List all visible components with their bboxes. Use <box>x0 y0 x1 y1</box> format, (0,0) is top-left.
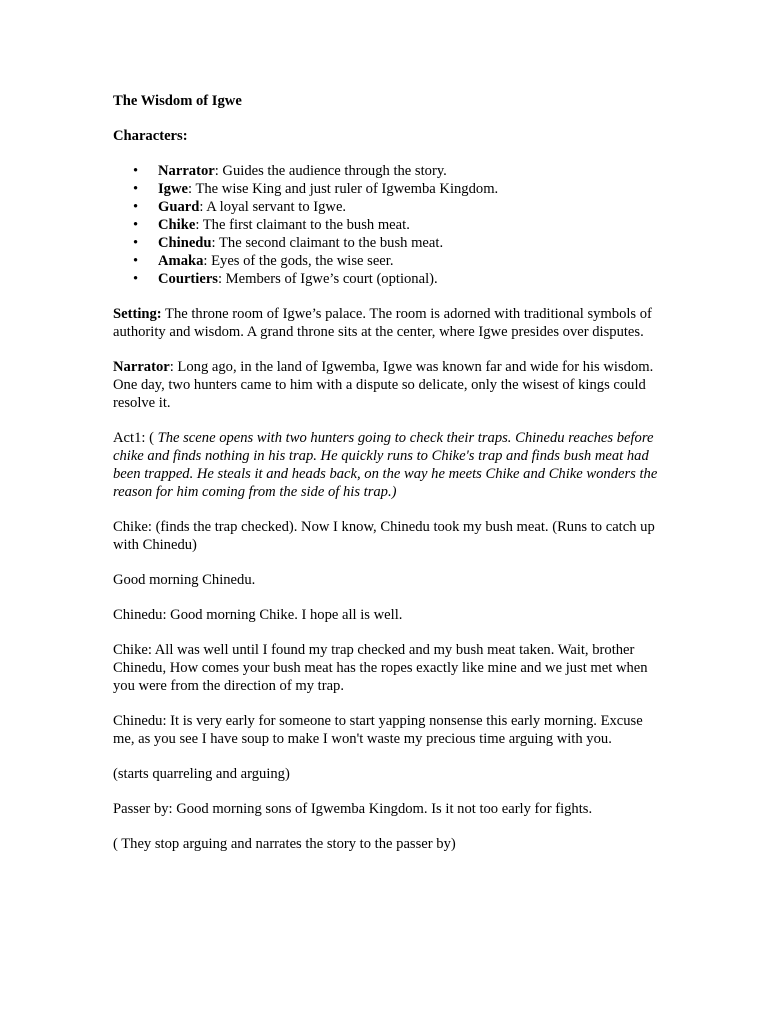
character-name: Chinedu <box>158 235 212 251</box>
dialogue-line: Chike: All was well until I found my trap checked and my bush meat taken. Wait, brother Chinedu, How comes your bush meat has the ropes exactly like mine and we just met when you were from the direction of my trap. <box>113 642 648 694</box>
dialogue-line: Chinedu: It is very early for someone to start yapping nonsense this early morning. Excuse me, as you see I have soup to make I won't waste my precious time arguing with you. <box>113 713 643 747</box>
document-title: The Wisdom of Igwe <box>113 93 242 109</box>
bullet-icon: • <box>133 271 139 287</box>
character-desc: : Members of Igwe’s court (optional). <box>217 271 438 287</box>
act1-paragraph <box>113 429 661 501</box>
act1-prefix: Act1: ( <box>113 430 158 446</box>
character-desc: : Eyes of the gods, the wise seer. <box>203 253 394 269</box>
character-name: Chike <box>158 217 196 233</box>
setting-paragraph <box>113 305 661 341</box>
bullet-icon: • <box>133 253 139 269</box>
character-item <box>113 234 661 252</box>
bullet-icon: • <box>133 235 139 251</box>
dialogue-line: Chike: (finds the trap checked). Now I know, Chinedu took my bush meat. (Runs to catch up with Chinedu) <box>113 519 655 553</box>
setting-text: The throne room of Igwe’s palace. The room is adorned with traditional symbols of authority and wisdom. A grand throne sits at the center, where Igwe presides over disputes. <box>113 306 652 340</box>
character-name: Igwe <box>158 181 188 197</box>
character-name: Guard <box>158 199 200 215</box>
bullet-icon: • <box>133 199 139 215</box>
narrator-text: : Long ago, in the land of Igwemba, Igwe was known far and wide for his wisdom. One day, two hunters came to him with a dispute so delicate, only the wisest of kings could resolve it. <box>113 359 654 411</box>
bullet-icon: • <box>133 181 139 197</box>
character-desc: : The first claimant to the bush meat. <box>195 217 410 233</box>
dialogue-line: ( They stop arguing and narrates the story to the passer by) <box>113 836 456 852</box>
character-item <box>113 252 661 270</box>
character-item <box>113 216 661 234</box>
dialogue-line: Good morning Chinedu. <box>113 572 256 588</box>
bullet-icon: • <box>133 163 139 179</box>
character-desc: : The second claimant to the bush meat. <box>211 235 444 251</box>
bullet-icon: • <box>133 217 139 233</box>
stage-direction: The scene opens with two hunters going to check their traps. Chinedu reaches before chike and finds nothing in his trap. He quickly runs to Chike's trap and finds bush meat had been trapped. He steals it and heads back, on the way he meets Chike and Chike wonders the reason for him coming from the side of his trap.) <box>113 430 658 500</box>
narrator-paragraph <box>113 358 661 412</box>
characters-list <box>113 162 661 288</box>
dialogue-line: Passer by: Good morning sons of Igwemba Kingdom. Is it not too early for fights. <box>113 801 593 817</box>
character-desc: : A loyal servant to Igwe. <box>199 199 347 215</box>
character-name: Amaka <box>158 253 204 269</box>
document-page <box>113 92 661 870</box>
character-item <box>113 162 661 180</box>
dialogue-line: (starts quarreling and arguing) <box>113 766 290 782</box>
character-name: Courtiers <box>158 271 218 287</box>
character-item <box>113 180 661 198</box>
character-name: Narrator <box>158 163 215 179</box>
setting-label: Setting: <box>113 306 162 322</box>
characters-heading: Characters: <box>113 128 188 144</box>
dialogue-line: Chinedu: Good morning Chike. I hope all is well. <box>113 607 403 623</box>
narrator-label: Narrator <box>113 359 170 375</box>
character-item <box>113 198 661 216</box>
character-item <box>113 270 661 288</box>
character-desc: : The wise King and just ruler of Igwemba Kingdom. <box>188 181 499 197</box>
character-desc: : Guides the audience through the story. <box>214 163 447 179</box>
